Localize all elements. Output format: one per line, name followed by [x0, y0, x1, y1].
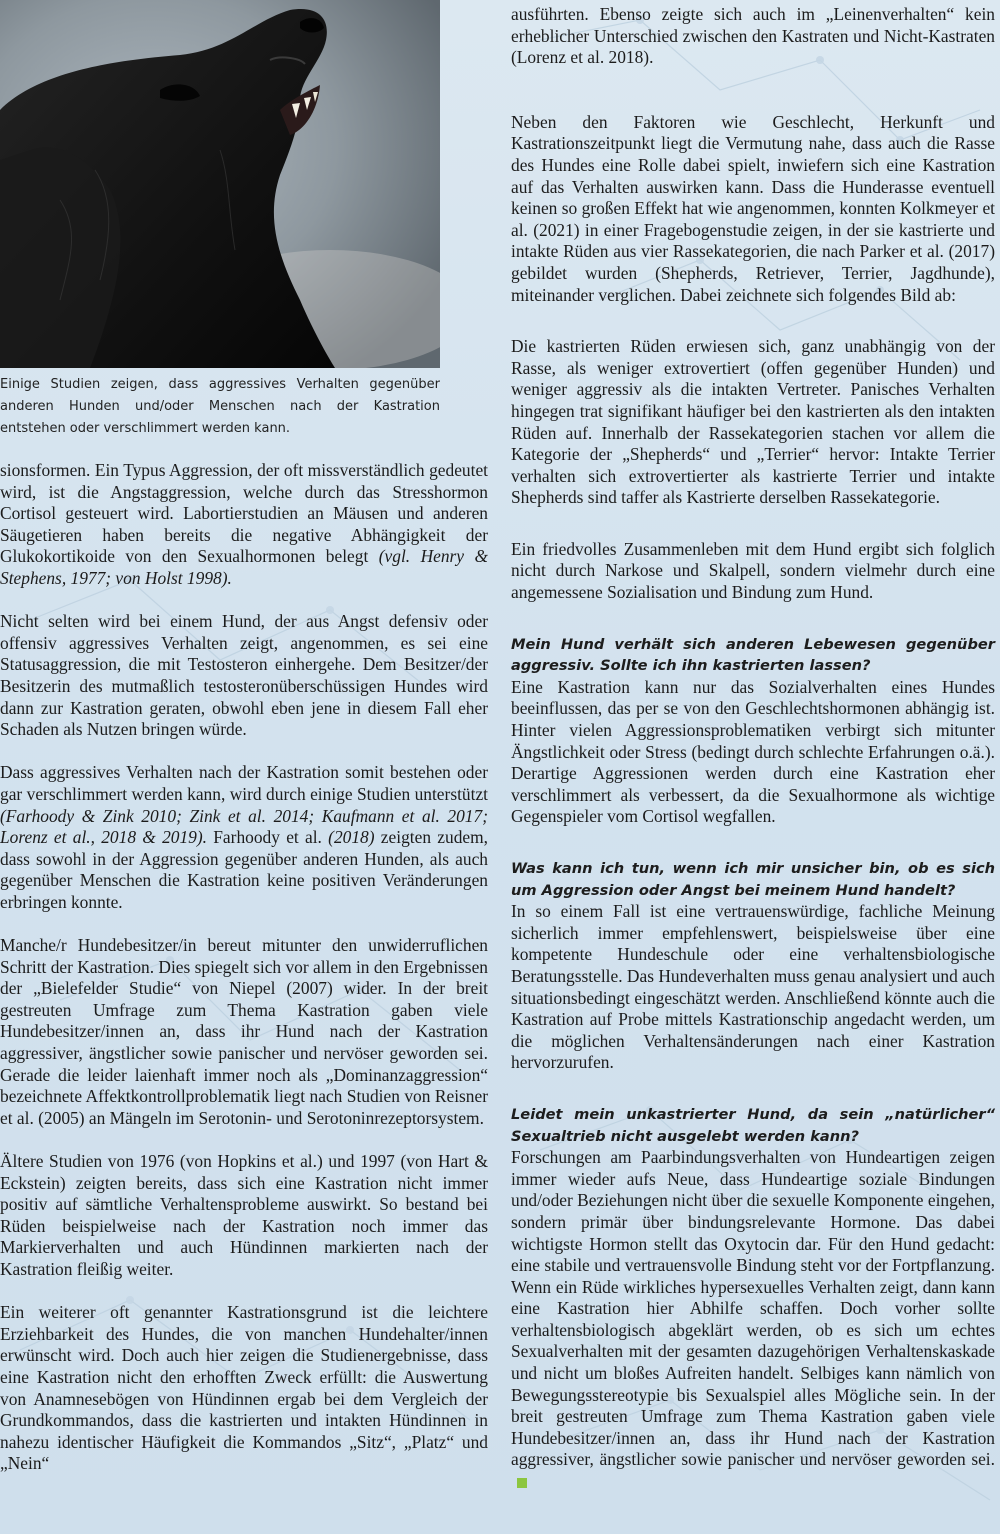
dog-photo	[0, 0, 440, 368]
section-heading: Mein Hund verhält sich anderen Lebewesen gegenüber aggressiv. Sollte ich ihn kastrierten lassen?	[511, 635, 995, 675]
right-column	[511, 4, 995, 1493]
citation: (vgl. Henry & Stephens, 1977; von Holst 1998).	[0, 546, 488, 588]
paragraph: Ein weiterer oft genannter Kastrationsgrund ist die leichtere Erziehbarkeit des Hundes, die von manchen Hundehalter/innen erwünscht wird. Doch auch hier zeigen die Studienergebnisse, dass eine Kastration nicht den erhofften Zweck erfüllt: die Auswertung von Anamnesebögen von Hündinnen ergab bei dem Vergleich der Grundkommandos, dass die kastrierten und intakten Hündinnen in nahezu identischer Häufigkeit die Kommandos „Sitz“, „Platz“ und „Nein“	[0, 1302, 488, 1474]
paragraph: Die kastrierten Rüden erwiesen sich, ganz unabhängig von der Rasse, als weniger extrovertiert (offen gegenüber Hunden) und weniger aggressiv als die intakten Vertreter. Panisches Verhalten hingegen trat signifikant häufiger bei den kastrierten als den intakten Rüden auf. Innerhalb der Rassekategorien stachen vor allem die Kategorie der „Shepherds“ und „Terrier“ hervor: Intakte Terrier verhalten sich extrovertierter als kastrierte Terrier und intakte Shepherds sind taffer als Kastrierte derselben Rassekategorie.	[511, 336, 995, 508]
citation: (2018)	[328, 827, 375, 848]
section-heading: Leidet mein unkastrierter Hund, da sein „natürlicher“ Sexualtrieb nicht ausgelebt werden kann?	[511, 1105, 995, 1145]
paragraph: ausführten. Ebenso zeigte sich auch im „Leinenverhalten“ kein erheblicher Unterschied zwischen den Kastraten und Nicht-Kastraten (Lorenz et al. 2018).	[511, 4, 995, 68]
paragraph: Forschungen am Paarbindungsverhalten von Hundeartigen zeigen immer wieder aufs Neue, dass Hundeartige soziale Bindungen und/oder Beziehungen nicht über die sexuelle Komponente eingehen, sondern primär über bindungsrelevante Hormone. Das dabei wichtigste Hormon stellt das Oxytocin dar. Für den Hund gedacht: eine stabile und vertrauensvolle Bindung steht vor der Fortpflanzung. Wenn ein Rüde wirkliches hypersexuelles Verhalten zeigt, dann kann eine Kastration hier Abhilfe schaffen. Doch vorher sollte verhaltensbiologisch abgeklärt werden, ob es sich um echtes Sexualverhalten mit der gesamten dazugehörigen Verhaltenskaskade und nicht um bloßes Aufreiten handelt. Selbiges kann nämlich von Bewegungsstereotypie bis Sexualspiel alles Mögliche sein. In der breit gestreuten Umfrage zum Thema Kastration gaben viele Hundebesitzer/innen an, dass ihr Hund nach der Kastration aggressiver, ängstlicher sowie panischer und nervöser geworden sei.	[511, 1147, 995, 1493]
paragraph: Neben den Faktoren wie Geschlecht, Herkunft und Kastrationszeitpunkt liegt die Vermutung nahe, dass auch die Rasse des Hundes eine Rolle dabei spielt, inwiefern sich eine Kastration auf das Verhalten auswirken kann. Dass die Hunderasse eventuell keinen so großen Effekt hat wie angenommen, konnten Kolkmeyer et al. (2021) in einer Fragebogenstudie zeigen, in der sie kastrierte und intakte Rüden aus vier Rassekategorien, die nach Parker et al. (2017) gebildet wurden (Shepherds, Retriever, Terrier, Jagdhunde), miteinander verglichen. Dabei zeichnete sich folgendes Bild ab:	[511, 111, 995, 305]
paragraph: Eine Kastration kann nur das Sozialverhalten eines Hundes beeinflussen, das per se von den Geschlechtshormonen abhängig ist. Hinter vielen Aggressionsproblematiken verbirgt sich mitunter Ängstlichkeit oder Stress (bedingt durch schlechte Erfahrungen o.ä.). Derartige Aggressionen werden durch eine Kastration eher verschlimmert als verbessert, da die Sexualhormone als wichtige Gegenspieler vom Cortisol wegfallen.	[511, 676, 995, 827]
paragraph: Ein friedvolles Zusammenleben mit dem Hund ergibt sich folglich nicht durch Narkose und Skalpell, sondern vielmehr durch eine angemessene Sozialisation und Bindung zum Hund.	[511, 538, 995, 603]
paragraph: Nicht selten wird bei einem Hund, der aus Angst defensiv oder offensiv aggressives Verhalten zeigt, angenommen, es sei eine Statusaggression, die mit Testosteron einhergehe. Dem Besitzer/der Besitzerin des mutmaßlich testosteronüberschüssigen Hundes wird dann zur Kastration geraten, obwohl eben jene in diesem Fall eher Schaden als Nutzen bringen würde.	[0, 611, 488, 740]
paragraph: In so einem Fall ist eine vertrauenswürdige, fachliche Meinung sicherlich immer empfehlenswert, beispielsweise über eine kompetente Hundeschule oder eine verhaltensbiologische Beratungsstelle. Das Hundeverhalten muss genau analysiert und auch situationsbedingt eingeschätzt werden. Anschließend könnte auch die Kastration auf Probe mittels Kastrationschip angedacht werden, um die möglichen Verhaltensänderungen nach einer Kastration hervorzurufen.	[511, 901, 995, 1073]
paragraph: Manche/r Hundebesitzer/in bereut mitunter den unwiderruflichen Schritt der Kastration. Dies spiegelt sich vor allem in den Ergebnissen der „Bielefelder Studie“ von Niepel (2007) wider. In der breit gestreuten Umfrage zum Thema Kastration gaben viele Hundebesitzer/innen an, dass ihr Hund nach der Kastration aggressiver, ängstlicher sowie panischer und nervöser geworden sei. Gerade die leider laienhaft immer noch als „Dominanzaggression“ bezeichnete Affektkontrollproblematik liegt nach Studien von Reisner et al. (2005) an Mängeln im Serotonin- und Serotoninrezeptorsystem.	[0, 935, 488, 1128]
left-column	[0, 460, 488, 1475]
section-heading: Was kann ich tun, wenn ich mir unsicher bin, ob es sich um Aggression oder Angst bei meinem Hund handelt?	[511, 860, 995, 899]
photo-caption: Einige Studien zeigen, dass aggressives Verhalten gegenüber anderen Hunden und/oder Menschen nach der Kastration entstehen oder verschlimmert werden kann.	[0, 377, 440, 436]
citation: (Farhoody & Zink 2010; Zink et al. 2014; Kaufmann et al. 2017; Lorenz et al., 2018 & 2019).	[0, 805, 488, 848]
end-mark-icon	[517, 1478, 527, 1488]
dog-illustration	[0, 0, 440, 368]
paragraph: sionsformen. Ein Typus Aggression, der oft missverständlich gedeutet wird, ist die Angstaggression, welche durch das Stresshormon Cortisol gesteuert wird. Labortierstudien an Mäusen und anderen Säugetieren haben bereits die negative Abhängigkeit der Glukokortikoide von den Sexualhormonen belegt (vgl. Henry & Stephens, 1977; von Holst 1998).	[0, 460, 488, 588]
paragraph: Dass aggressives Verhalten nach der Kastration somit bestehen oder gar verschlimmert werden kann, wird durch einige Studien unterstützt (Farhoody & Zink 2010; Zink et al. 2014; Kaufmann et al. 2017; Lorenz et al., 2018 & 2019). Farhoody et al. (2018) zeigten zudem, dass sowohl in der Aggression gegenüber anderen Hunden, als auch gegenüber Menschen die Kastration keine positiven Veränderungen erbringen konnte.	[0, 762, 488, 912]
paragraph: Ältere Studien von 1976 (von Hopkins et al.) und 1997 (von Hart & Eckstein) zeigten bereits, dass sich eine Kastration nicht immer positiv auf sämtliche Verhaltensprobleme auswirkt. So bestand bei Rüden beispielweise nach der Kastration noch immer das Markierverhalten und auch Hündinnen markierten nach der Kastration fleißig weiter.	[0, 1151, 488, 1279]
